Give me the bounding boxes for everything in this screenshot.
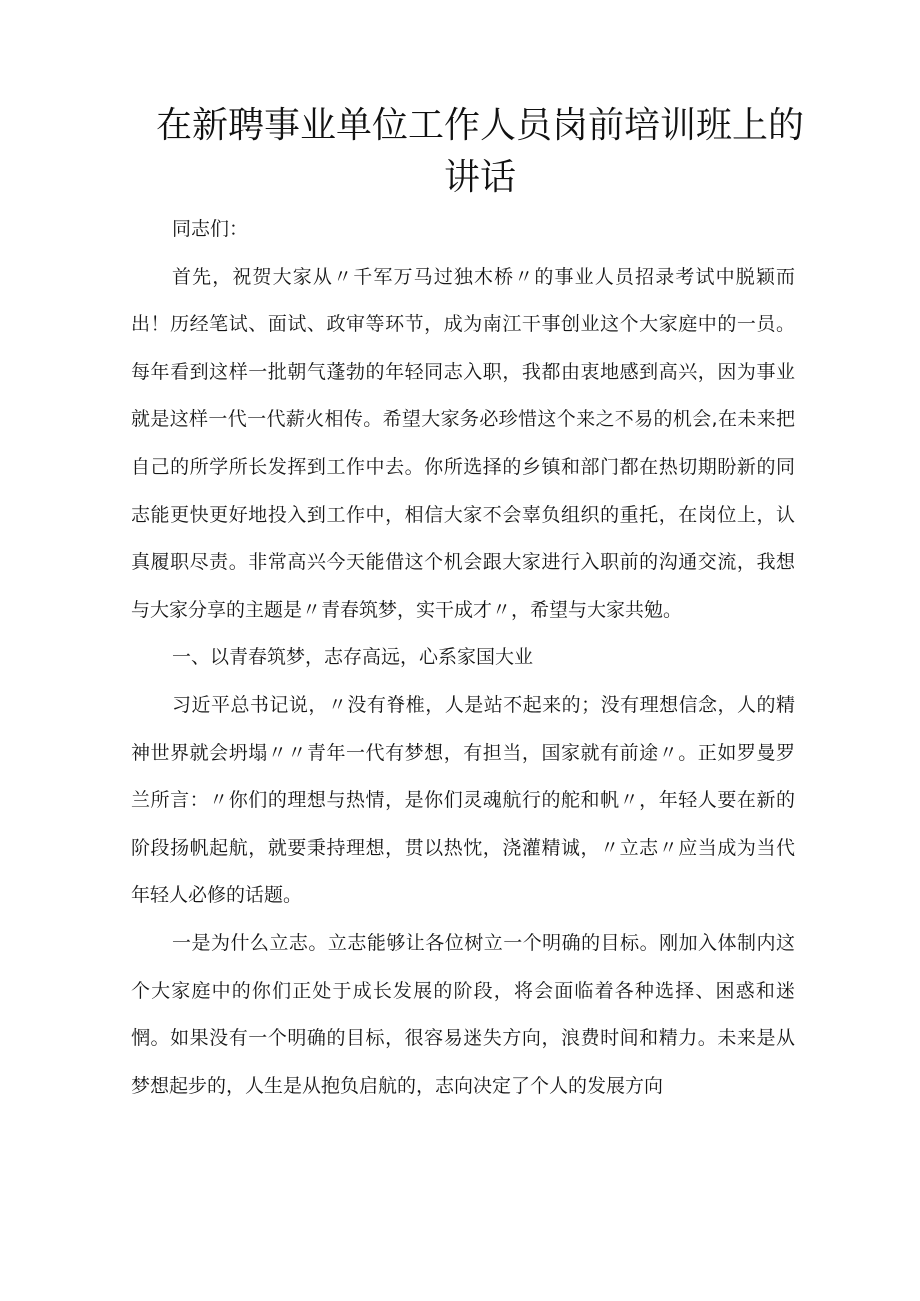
title-line-1: 在新聘事业单位工作人员岗前培训班上的 (155, 105, 804, 146)
document-title (150, 100, 810, 204)
title-line-2: 讲话 (443, 157, 516, 198)
paragraph-opening: 首先，祝贺大家从〃千军万马过独木桥〃的事业人员招录考试中脱颖而出！历经笔试、面试、政审等环节，成为南江干事创业这个大家庭中的一员。每年看到这样一批朝气蓬勃的年轻同志入职，我都由衷地感到高兴，因为事业就是这样一代一代薪火相传。希望大家务必珍惜这个来之不易的机会,在未来把自己的所学所长发挥到工作中去。你所选择的乡镇和部门都在热切期盼新的同志能更快更好地投入到工作中，相信大家不会辜负组织的重托，在岗位上，认真履职尽责。非常高兴今天能借这个机会跟大家进行入职前的沟通交流，我想与大家分享的主题是〃青春筑梦，实干成才〃，希望与大家共勉。 (131, 265, 795, 621)
section-heading-1: 一、以青春筑梦，志存高远，心系家国大业 (172, 646, 534, 669)
paragraph-why-aspire: 一是为什么立志。立志能够让各位树立一个明确的目标。刚加入体制内这个大家庭中的你们正处于成长发展的阶段，将会面临着各种选择、困惑和迷惘。如果没有一个明确的目标，很容易迷失方向，浪费时间和精力。未来是从梦想起步的，人生是从抱负启航的，志向决定了个人的发展方向 (131, 931, 795, 1097)
paragraph-quote: 习近平总书记说，〃没有脊椎，人是站不起来的；没有理想信念，人的精神世界就会坍塌〃〃青年一代有梦想，有担当，国家就有前途〃。正如罗曼罗兰所言：〃你们的理想与热情，是你们灵魂航行的舵和帆〃，年轻人要在新的阶段扬帆起航，就要秉持理想，贯以热忱，浇灌精诚，〃立志〃应当成为当代年轻人必修的话题。 (131, 693, 795, 907)
salutation: 同志们： (172, 218, 249, 240)
document-body (131, 206, 795, 1110)
